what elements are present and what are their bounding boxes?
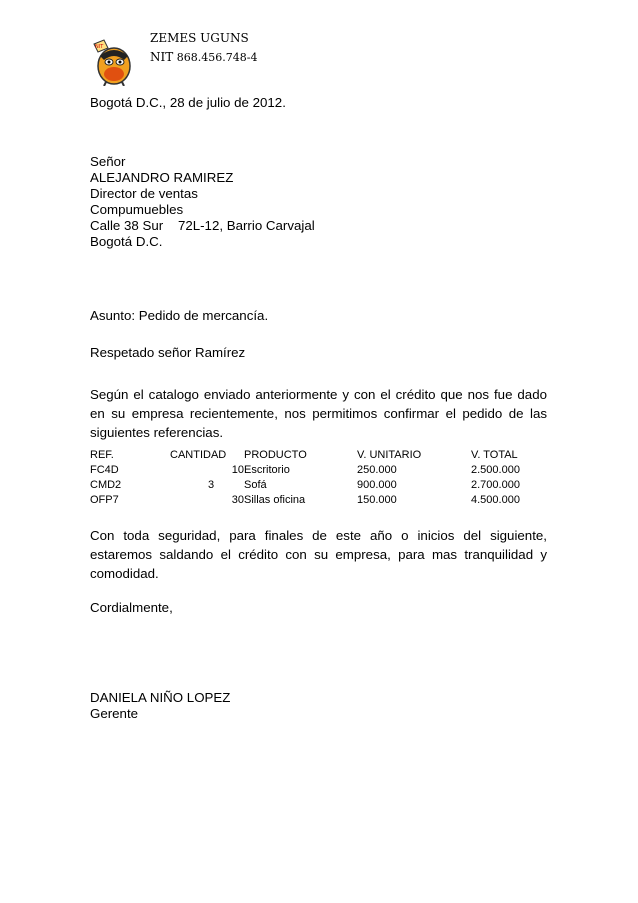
table-row: [90, 478, 550, 493]
recipient-name: ALEJANDRO RAMIREZ: [90, 170, 234, 185]
company-nit: [150, 49, 257, 66]
greeting: Respetado señor Ramírez: [90, 345, 246, 360]
subject-line: Asunto: Pedido de mercancía.: [90, 308, 269, 323]
table-cell-total: 4.500.000: [471, 494, 520, 506]
table-header-cantidad: CANTIDAD: [170, 449, 227, 461]
table-cell-unitario: 250.000: [357, 464, 397, 476]
table-header-total: V. TOTAL: [471, 449, 518, 461]
order-table: [90, 448, 550, 508]
svg-text:NIT: NIT: [95, 44, 104, 50]
table-row: [90, 493, 550, 508]
nit-label: NIT: [150, 50, 174, 64]
table-header-producto: PRODUCTO: [244, 449, 307, 461]
table-cell-producto: Sofá: [244, 479, 267, 491]
signature-position: Gerente: [90, 706, 139, 721]
signature-name: DANIELA NIÑO LOPEZ: [90, 690, 231, 705]
table-header-unitario: V. UNITARIO: [357, 449, 422, 461]
recipient-title: Director de ventas: [90, 186, 198, 201]
recipient-salutation: Señor: [90, 154, 126, 169]
intro-paragraph: Según el catalogo enviado anteriormente y con el crédito que nos fue dado en su empresa recientemente, nos permitimos confirmar el pedido de las siguientes referencias.: [90, 387, 547, 440]
table-cell-ref: CMD2: [90, 479, 122, 491]
table-cell-cantidad: 3: [208, 479, 215, 491]
date-line: Bogotá D.C., 28 de julio de 2012.: [90, 95, 286, 110]
table-row: [90, 463, 550, 478]
valediction: Cordialmente,: [90, 600, 173, 615]
recipient-company: Compumuebles: [90, 202, 184, 217]
table-header-ref: REF.: [90, 449, 114, 461]
table-cell-unitario: 150.000: [357, 494, 397, 506]
recipient-city: Bogotá D.C.: [90, 234, 163, 249]
letterhead: [90, 22, 290, 82]
table-cell-cantidad: 10: [231, 464, 244, 476]
table-header-row: [90, 448, 550, 463]
table-cell-total: 2.700.000: [471, 479, 520, 491]
closing-paragraph: Con toda seguridad, para finales de este año o inicios del siguiente, estaremos saldando el crédito con su empresa, para mas tranquilidad y comodidad.: [90, 528, 547, 581]
table-cell-total: 2.500.000: [471, 464, 520, 476]
table-cell-ref: OFP7: [90, 494, 119, 506]
table-cell-producto: Escritorio: [244, 464, 290, 476]
company-name: ZEMES UGUNS: [150, 31, 249, 45]
table-cell-unitario: 900.000: [357, 479, 397, 491]
table-cell-producto: Sillas oficina: [244, 494, 306, 506]
recipient-address: Calle 38 Sur 72L-12, Barrio Carvajal: [90, 218, 315, 233]
nit-number: 868.456.748-4: [176, 51, 258, 64]
table-cell-cantidad: 30: [231, 494, 244, 506]
table-cell-ref: FC4D: [90, 464, 119, 476]
bee-logo-icon: [90, 36, 136, 86]
